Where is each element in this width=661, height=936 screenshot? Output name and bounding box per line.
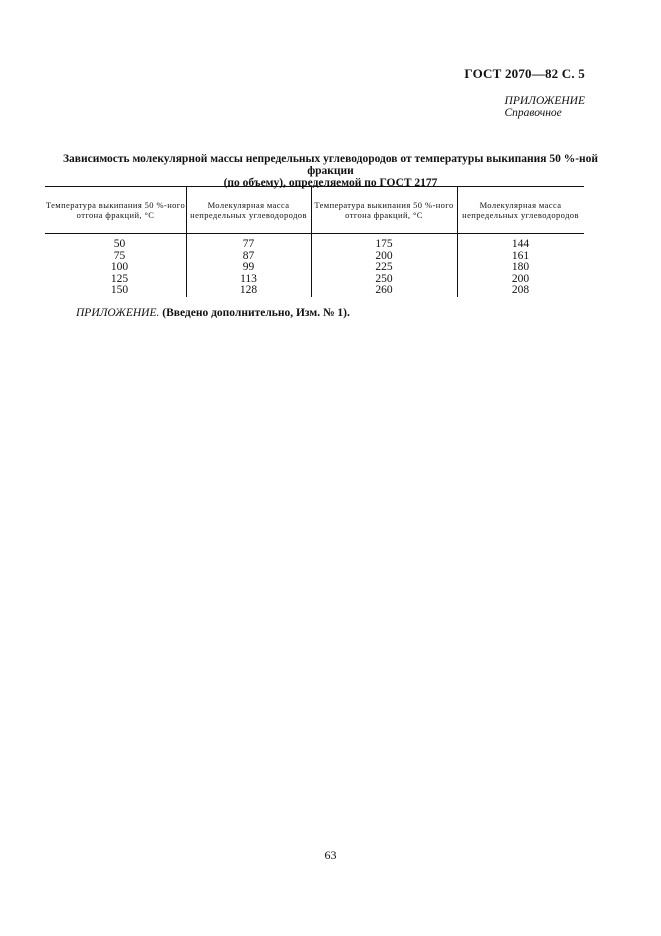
table-cell: 77 [242,238,255,250]
table-cell: 50 [113,238,126,250]
table-cell: 200 [511,272,530,285]
table-cell: 87 [242,249,255,262]
table-cell: 144 [511,238,530,250]
document-code: ГОСТ 2070—82 С. 5 [464,66,585,81]
table-cell: 113 [240,272,257,285]
page-number: 63 [324,848,337,862]
table-cell: 150 [110,284,129,297]
amendment-note [76,307,350,319]
column-molecular-mass-1 [186,239,311,297]
table-cell: 161 [511,249,530,262]
table-cell: 250 [375,272,393,285]
table-title [40,153,621,189]
header-cell-molecular-mass: Молекулярная масса непредельных углеводородов [190,199,307,220]
table-cell: 200 [375,249,393,262]
appendix-type: Справочное [504,107,562,119]
table-cell: 128 [239,284,258,297]
note-text: (Введено дополнительно, Изм. № 1). [162,307,350,319]
appendix-heading [505,95,585,119]
table-cell: 100 [110,261,129,274]
table-cell: 208 [511,284,530,297]
table-cell: 180 [511,261,530,274]
header-cell-temperature: Температура выкипания 50 %-ного отгона фракций, °С [314,199,454,220]
table-cell: 125 [110,272,129,285]
header-cell-molecular-mass: Молекулярная масса непредельных углеводородов [462,199,579,220]
table-title-line-1: Зависимость молекулярной массы непредельных углеводородов от температуры выкипания 50 %-ной фракции [62,153,599,177]
column-temperature-1 [45,239,194,297]
appendix-title: ПРИЛОЖЕНИЕ [504,95,585,107]
header-cell-temperature: Температура выкипания 50 %-ного отгона фракций, °С [45,199,186,220]
table-cell: 260 [375,284,393,297]
column-molecular-mass-2 [457,239,584,297]
column-temperature-2 [311,239,457,297]
table-cell: 99 [242,261,255,274]
table-cell: 225 [375,261,393,274]
note-label: ПРИЛОЖЕНИЕ. [76,307,160,319]
table-title-line-2: (по объему), определяемой по ГОСТ 2177 [223,177,438,189]
table-header-rule [45,233,584,234]
table-cell: 75 [113,249,126,262]
table-cell: 175 [375,238,393,250]
